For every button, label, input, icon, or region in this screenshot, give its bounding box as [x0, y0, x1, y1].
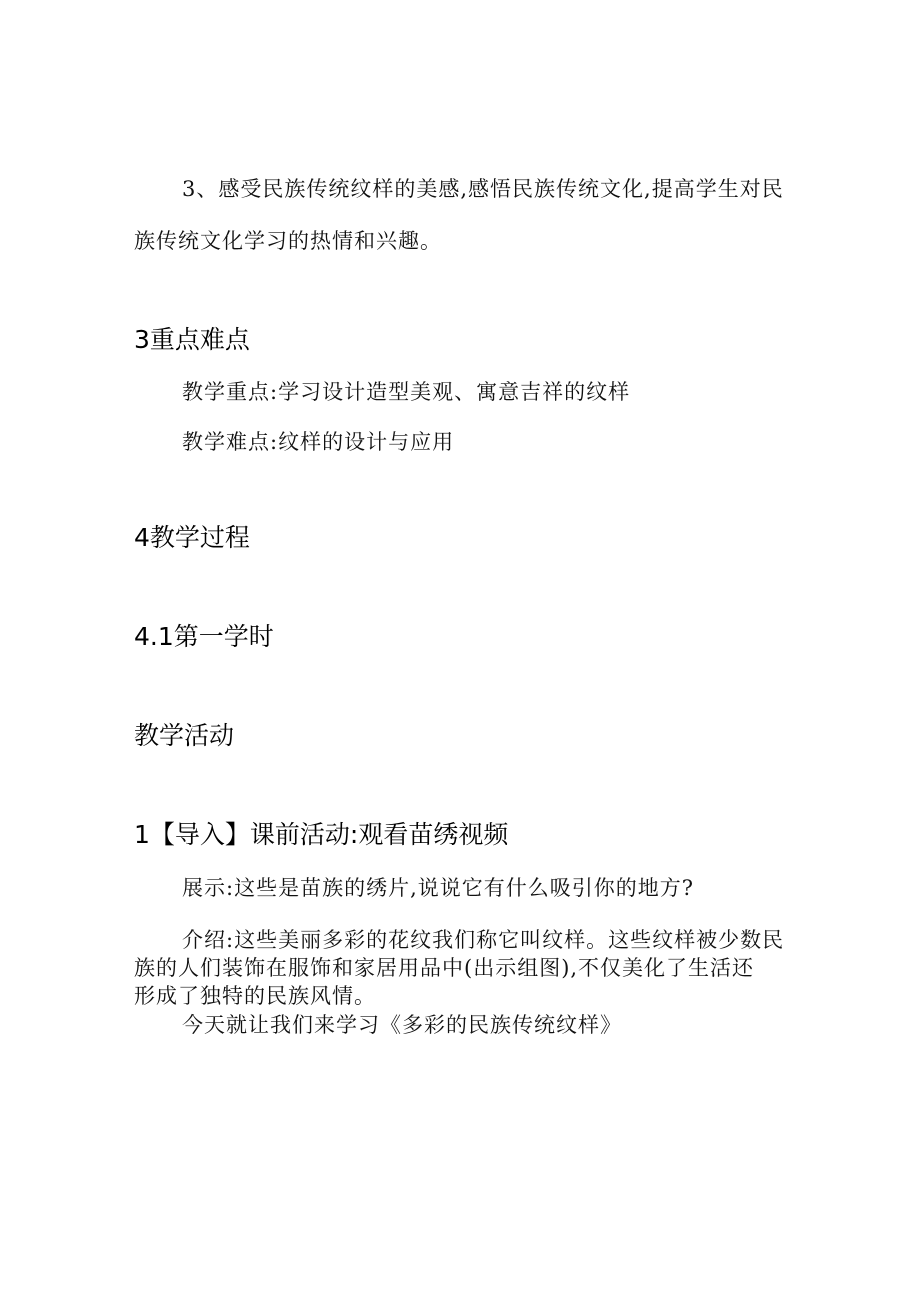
section-heading-teaching-process: 4教学过程 [134, 523, 250, 552]
activity-1-intro-line-2: 族的人们装饰在服饰和家居用品中(出示组图),不仅美化了生活还 [134, 956, 755, 980]
teaching-key-point: 教学重点:学习设计造型美观、寓意吉祥的纹样 [182, 380, 631, 404]
activity-1-today-text: 今天就让我们来学习《多彩的民族传统纹样》 [182, 1013, 622, 1037]
subsection-heading-first-period: 4.1第一学时 [134, 622, 274, 651]
teaching-difficulty: 教学难点:纹样的设计与应用 [182, 430, 455, 454]
objective-3-line-1: 3、感受民族传统纹样的美感,感悟民族传统文化,提高学生对民 [182, 177, 784, 201]
activity-1-intro-line-1: 介绍:这些美丽多彩的花纹我们称它叫纹样。这些纹样被少数民 [182, 928, 785, 952]
objective-3-line-2: 族传统文化学习的热情和兴趣。 [134, 229, 442, 253]
activity-1-intro-line-3: 形成了独特的民族风情。 [134, 984, 376, 1008]
activity-1-heading: 1【导入】课前活动:观看苗绣视频 [134, 820, 509, 849]
teaching-activity-heading: 教学活动 [134, 721, 235, 750]
section-heading-key-points: 3重点难点 [134, 325, 250, 354]
activity-1-show-text: 展示:这些是苗族的绣片,说说它有什么吸引你的地方? [182, 876, 695, 900]
